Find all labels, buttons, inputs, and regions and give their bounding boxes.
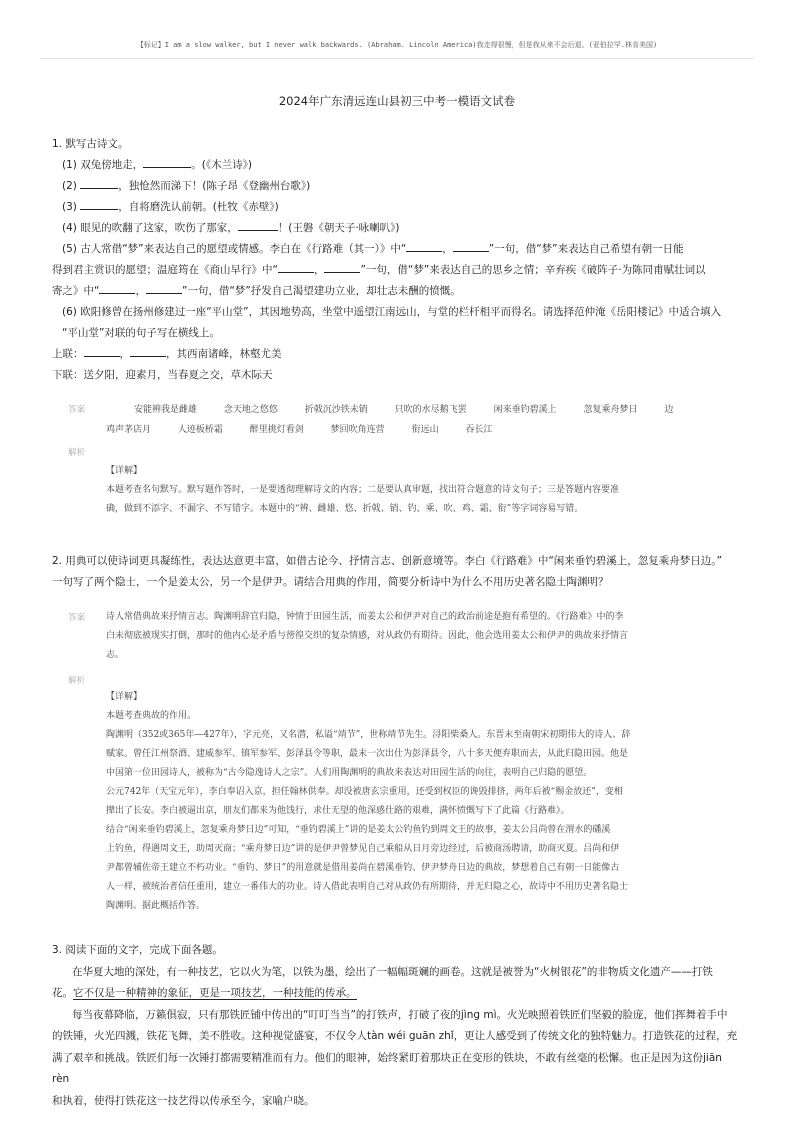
question-2: [52, 551, 742, 593]
text: (3): [62, 201, 81, 213]
detail-heading: 【详解】: [106, 692, 143, 702]
text: (2): [62, 180, 81, 192]
question-line: [52, 176, 742, 197]
analysis-body: [106, 462, 706, 519]
answer-line: 志。: [106, 650, 125, 660]
text: ，: [135, 285, 146, 297]
analysis-line: 赋家。曾任江州祭酒、建威参军、镇军参军、彭泽县令等职，最末一次出仕为彭泽县令，八十多天便弃职而去，从此归隐田园。他是: [106, 749, 629, 759]
text: ”一句，借“梦”来表达自己希望有朝一日能: [488, 243, 684, 255]
question-line: [52, 155, 742, 176]
analysis-line: 确，做到不添字、不漏字、不写错字。本题中的“辨、雌雄、悠、折戟、销、钓、乘、吹、鸡、霜、衔”等字词容易写错。: [106, 504, 584, 514]
answer-blank[interactable]: [84, 344, 120, 357]
question-line: [52, 239, 742, 260]
answer-item: 吞长江: [465, 425, 493, 435]
answer-item: 念天地之悠悠: [223, 405, 278, 415]
answer-blank[interactable]: [143, 155, 191, 168]
text: 花。: [52, 987, 73, 999]
answer-label: 答案: [68, 405, 86, 415]
question-line: 下联：送夕阳，迎素月，当春夏之交，草木际天: [52, 369, 273, 381]
text: 。(《木兰诗》): [191, 159, 252, 171]
answer-blank[interactable]: [146, 281, 182, 294]
question-3-heading: 3. 阅读下面的文字，完成下面各题。: [52, 944, 223, 956]
answer-item: 鸡声茅店月: [106, 425, 152, 435]
text: ，独怆然而涕下！(陈子昂《登幽州台歌》): [118, 180, 311, 192]
question-line: [52, 260, 742, 281]
analysis-label: 解析: [68, 448, 86, 458]
question-line: [52, 218, 742, 239]
text: ，: [119, 348, 130, 360]
text: ”一句，借“梦”来表达自己的思乡之情；辛弃疾《破阵子·为陈同甫赋壮词以: [360, 264, 706, 276]
question-line: [52, 197, 742, 218]
header-note: 【标记】I am a slow walker, but I never walk backwards. (Abraham. Lincoln America)我走得很慢，但是我从来不会后退。(亚伯拉罕.林肯美国): [136, 41, 658, 49]
answer-item: 安能辨我是雌雄: [134, 405, 198, 415]
text: (5) 古人常借“梦”来表达自己的愿望或情感。李白在《行路难（其一）》中“: [62, 243, 407, 255]
text: ”一句，借“梦”抒发自己渴望建功立业，却壮志未酬的愤慨。: [181, 285, 461, 297]
answer-blank[interactable]: [278, 260, 314, 273]
question-1-heading: 1. 默写古诗文。: [52, 138, 129, 150]
text: 上联：: [52, 348, 84, 360]
text: ，其西南诸峰，林壑尤美: [166, 348, 282, 360]
detail-heading: 【详解】: [106, 466, 143, 476]
passage-line: 的铁锤，火光四溅，铁花飞舞，美不胜收。这种视觉盛宴，不仅令人tàn wéi guān zhǐ，更让人感受到了传统文化的独特魅力。打造铁花的过程，充: [52, 1030, 738, 1042]
answer-item: 边: [664, 405, 674, 415]
answer-item: 忽复乘舟梦日: [583, 405, 638, 415]
answer-blank[interactable]: [238, 218, 278, 231]
question-line: “平山堂”对联的句子写在横线上。: [62, 327, 220, 339]
answer-item: 醉里挑灯看剑: [249, 425, 304, 435]
passage-line: 在华夏大地的深处，有一种技艺，它以火为笔，以铁为墨，绘出了一幅幅斑斓的画卷。这就是被誉为“火树银花”的非物质文化遗产——打铁: [72, 965, 713, 978]
answer-line: 白未彻底被现实打倒，那时的他内心是矛盾与徬徨交织的复杂情感，对从政仍有期待。因此，他会选用姜太公和伊尹的典故来抒情言: [106, 631, 629, 641]
header-divider: [40, 58, 754, 59]
analysis-line: 陶渊明（352或365年—427年），字元亮，又名潜，私谥“靖节”，世称靖节先生。浔阳柴桑人。东晋末至南朝宋初期伟大的诗人、辞: [106, 730, 631, 740]
answer-blank[interactable]: [99, 281, 135, 294]
text: ，: [442, 243, 453, 255]
answer-blank[interactable]: [453, 239, 489, 252]
answer-1: [52, 400, 742, 525]
text: ，自将磨洗认前朝。(杜牧《赤壁》): [118, 201, 279, 213]
analysis-line: 中国第一位田园诗人，被称为“古今隐逸诗人之宗”。人们用陶渊明的典故来表达对田园生活的向往，表明自己归隐的愿望。: [106, 768, 593, 778]
analysis-body: [106, 688, 706, 916]
analysis-line: 尹都曾辅佐帝王建立不朽功业。“垂钓、梦日”的用意就是借用姜尚在碧溪垂钓、伊尹梦舟日边的典故，梦想着自己有朝一日能像古: [106, 863, 620, 873]
page-title: 2024年广东清远连山县初三中考一模语文试卷: [278, 94, 516, 108]
answer-item: 人迹板桥霜: [177, 425, 223, 435]
answer-line: 诗人常借典故来抒情言志。陶渊明辞官归隐，钟情于田园生活，而姜太公和伊尹对自己的政治前途是抱有希望的。《行路难》中的李: [106, 612, 624, 622]
text: (4) 眼见的吹翻了这家，吹伤了那家，: [62, 222, 238, 234]
text: 得到君主赏识的愿望；温庭筠在《商山早行》中“: [52, 264, 278, 276]
answer-item: 衔远山: [411, 425, 439, 435]
underlined-sentence: 它不仅是一种精神的象征，更是一项技艺，一种技能的传承。: [73, 987, 357, 999]
analysis-line: 公元742年（天宝元年），李白奉诏入京，担任翰林供奉。却没被唐玄宗重用，还受到权臣的谗毁排挤，两年后被“赐金放还”，变相: [106, 787, 623, 797]
question-line: [52, 344, 742, 365]
answer-list: [106, 400, 706, 440]
answer-blank[interactable]: [406, 239, 442, 252]
analysis-label: 解析: [68, 676, 86, 686]
question-line: 2. 用典可以使诗词更具凝练性，表达达意更丰富，如借古论今、抒情言志、创新意境等。李白《行路难》中“闲来垂钓碧溪上，忽复乘舟梦日边。”: [52, 555, 722, 567]
answer-blank[interactable]: [324, 260, 360, 273]
question-1: [52, 134, 742, 386]
text: 寄之》中“: [52, 285, 100, 297]
question-line: [52, 281, 742, 302]
answer-blank[interactable]: [80, 176, 118, 189]
text: ，: [313, 264, 325, 276]
analysis-line: 人一样，被统治者信任重用，建立一番伟大的功业。诗人借此表明自己对从政仍有所期待，并无归隐之心，故诗中不用历史著名隐士: [106, 882, 629, 892]
answer-item: 只吹的水尽鹅飞罢: [394, 405, 467, 415]
analysis-line: 本题考查典故的作用。: [106, 711, 197, 721]
passage-line: 满了艰辛和挑战。铁匠们每一次锤打都需要精准而有力。他们的眼神，始终紧盯着那块正在变形的铁块，不敢有丝毫的松懈。也正是因为这份jiān rèn: [52, 1051, 722, 1085]
passage-line: [52, 983, 742, 1005]
text: ！(王磐《朝天子·咏喇叭》): [277, 222, 400, 234]
analysis-line: 结合“闲来垂钓碧溪上，忽复乘舟梦日边”可知，“垂钓碧溪上”讲的是姜太公钓鱼钓到周文王的故事，姜太公吕尚曾在渭水的磻溪: [106, 825, 611, 835]
text: (1) 双兔傍地走，: [62, 159, 144, 171]
answer-item: 折戟沉沙铁未销: [304, 405, 368, 415]
answer-body: [106, 608, 706, 665]
question-line: 一句写了两个隐士，一个是姜太公，另一个是伊尹。请结合用典的作用，简要分析诗中为什么不用历史著名隐士陶渊明？: [52, 576, 609, 588]
analysis-line: 陶渊明。据此概括作答。: [106, 901, 206, 911]
answer-2: [52, 608, 742, 911]
question-3: [52, 940, 742, 1112]
analysis-line: 撵出了长安。李白被逼出京，朋友们都来为他饯行，求仕无望的他深感仕路的艰难，满怀愤慨写下了此篇《行路难》。: [106, 806, 570, 816]
answer-blank[interactable]: [80, 197, 118, 210]
answer-label: 答案: [68, 613, 86, 623]
question-line: (6) 欧阳修曾在扬州修建过一座“平山堂”，其因地势高，坐堂中遥望江南远山，与堂的栏杆相平而得名。请选择范仲淹《岳阳楼记》中适合填入: [62, 306, 722, 318]
answer-item: 闲来垂钓碧溪上: [493, 405, 557, 415]
analysis-line: 本题考查名句默写。默写题作答时，一是要透彻理解诗文的内容；二是要认真审题，找出符合题意的诗文句子；三是答题内容要准: [106, 485, 620, 495]
answer-blank[interactable]: [130, 344, 166, 357]
analysis-line: 上钓鱼，得遇周文王，助周灭商；“乘舟梦日边”讲的是伊尹曾梦见自己乘船从日月旁边经过，后被商汤聘请，助商灭夏。吕尚和伊: [106, 844, 620, 854]
passage-line: 每当夜幕降临，万籁俱寂，只有那铁匠铺中传出的“叮叮当当”的打铁声，打破了夜的jìng mì。火光映照着铁匠们坚毅的脸庞，他们挥舞着手中: [72, 1008, 728, 1021]
passage-line: 和执着，使得打铁花这一技艺得以传承至今，家喻户晓。: [52, 1094, 315, 1107]
answer-item: 梦回吹角连营: [330, 425, 385, 435]
